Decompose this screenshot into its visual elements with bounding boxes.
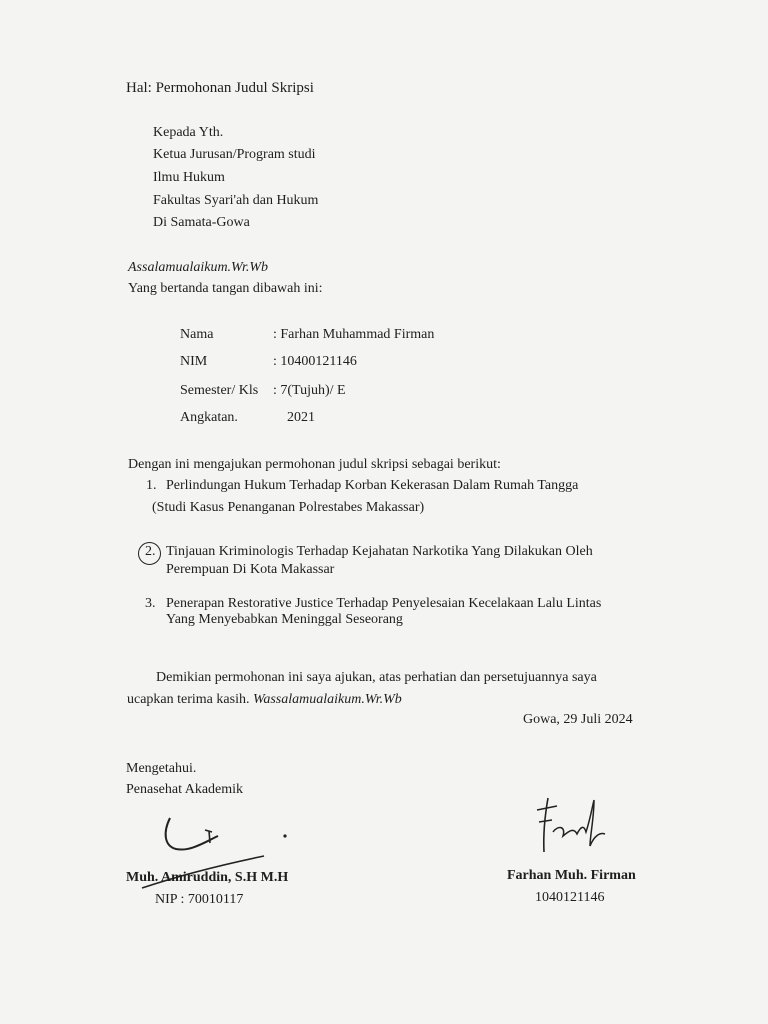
identity-label-semester: Semester/ Kls (180, 383, 259, 398)
advisor-name: Muh. Amiruddin, S.H M.H (126, 870, 289, 885)
acknowledged-label: Mengetahui. (126, 761, 197, 776)
title-2-number: 2. (145, 544, 156, 559)
title-3-number: 3. (145, 596, 156, 611)
identity-value-semester: : 7(Tujuh)/ E (273, 383, 346, 398)
intro-text: Yang bertanda tangan dibawah ini: (128, 281, 323, 296)
subject-line: Hal: Permohonan Judul Skripsi (126, 80, 314, 96)
request-intro: Dengan ini mengajukan permohonan judul skripsi sebagai berikut: (128, 457, 501, 472)
identity-label-nim: NIM (180, 354, 208, 369)
student-nim: 1040121146 (535, 890, 605, 905)
title-3-line-1: Penerapan Restorative Justice Terhadap Penyelesaian Kecelakaan Lalu Lintas (166, 596, 602, 611)
place-date: Gowa, 29 Juli 2024 (523, 712, 633, 727)
title-2-line-1: Tinjauan Kriminologis Terhadap Kejahatan Narkotika Yang Dilakukan Oleh (166, 544, 593, 559)
title-2-line-2: Perempuan Di Kota Makassar (166, 562, 335, 577)
recipient-line-2: Ketua Jurusan/Program studi (153, 147, 316, 162)
title-1-line-1: Perlindungan Hukum Terhadap Korban Kekerasan Dalam Rumah Tangga (166, 478, 579, 493)
identity-label-year: Angkatan. (180, 410, 238, 425)
identity-value-nim: : 10400121146 (273, 354, 357, 369)
recipient-line-3: Ilmu Hukum (153, 170, 225, 185)
title-1-line-2: (Studi Kasus Penanganan Polrestabes Makassar) (152, 500, 425, 515)
student-name: Farhan Muh. Firman (507, 868, 636, 883)
recipient-line-1: Kepada Yth. (153, 125, 224, 140)
title-1-number: 1. (146, 478, 157, 493)
greeting: Assalamualaikum.Wr.Wb (128, 260, 268, 275)
identity-value-name: : Farhan Muhammad Firman (273, 327, 435, 342)
closing-thanks: ucapkan terima kasih. (127, 692, 253, 707)
recipient-line-4: Fakultas Syari'ah dan Hukum (153, 193, 319, 208)
identity-label-name: Nama (180, 327, 214, 342)
closing-line-1: Demikian permohonan ini saya ajukan, atas perhatian dan persetujuannya saya (156, 670, 597, 685)
title-3-line-2: Yang Menyebabkan Meninggal Seseorang (166, 612, 403, 627)
closing-salutation: Wassalamualaikum.Wr.Wb (252, 692, 402, 707)
recipient-line-5: Di Samata-Gowa (153, 215, 250, 230)
advisor-role: Penasehat Akademik (126, 782, 244, 797)
identity-value-year: 2021 (287, 410, 315, 425)
advisor-nip: NIP : 70010117 (155, 892, 244, 907)
